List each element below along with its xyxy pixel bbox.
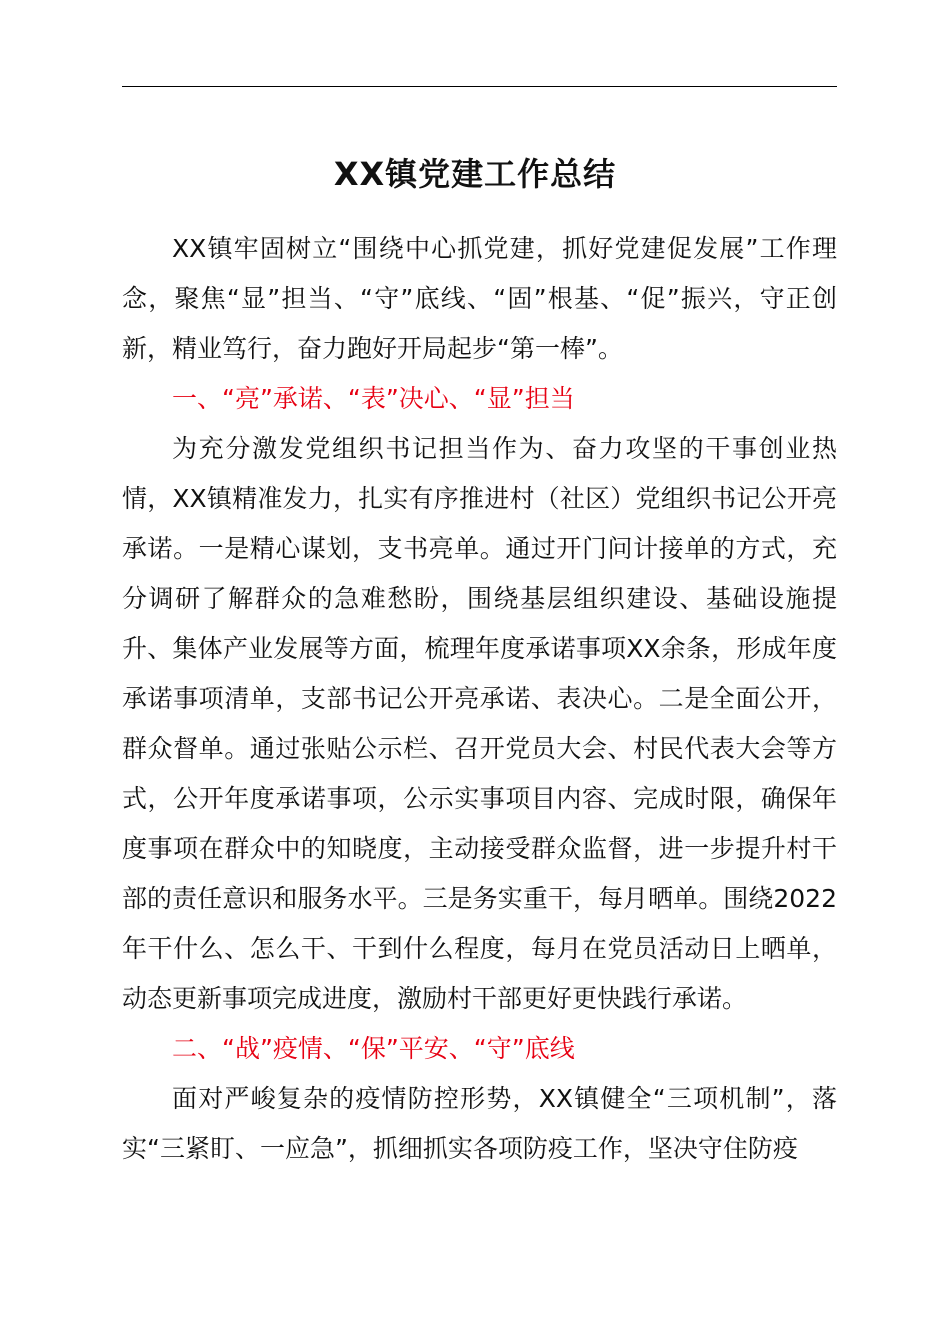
section-2-paragraph: 面对严峻复杂的疫情防控形势，XX镇健全“三项机制”，落实“三紧盯、一应急”，抓细抓实各项防疫工作，坚决守住防疫 bbox=[122, 1084, 837, 1163]
section-2-heading: 二、“战”疫情、“保”平安、“守”底线 bbox=[172, 1034, 575, 1063]
intro-paragraph: XX镇牢固树立“围绕中心抓党建，抓好党建促发展”工作理念，聚焦“显”担当、“守”底线、“固”根基、“促”振兴，守正创新，精业笃行，奋力跑好开局起步“第一棒”。 bbox=[122, 234, 837, 363]
section-1-heading: 一、“亮”承诺、“表”决心、“显”担当 bbox=[172, 384, 575, 413]
document-body bbox=[122, 224, 837, 1174]
document-title: XX镇党建工作总结 bbox=[333, 155, 617, 193]
header-divider bbox=[122, 86, 837, 87]
section-1-paragraph: 为充分激发党组织书记担当作为、奋力攻坚的干事创业热情，XX镇精准发力，扎实有序推进村（社区）党组织书记公开亮承诺。一是精心谋划，支书亮单。通过开门问计接单的方式，充分调研了解群众的急难愁盼，围绕基层组织建设、基础设施提升、集体产业发展等方面，梳理年度承诺事项XX余条，形成年度承诺事项清单，支部书记公开亮承诺、表决心。二是全面公开，群众督单。通过张贴公示栏、召开党员大会、村民代表大会等方式，公开年度承诺事项，公示实事项目内容、完成时限，确保年度事项在群众中的知晓度，主动接受群众监督，进一步提升村干部的责任意识和服务水平。三是务实重干，每月晒单。围绕2022年干什么、怎么干、干到什么程度，每月在党员活动日上晒单，动态更新事项完成进度，激励村干部更好更快践行承诺。 bbox=[122, 434, 837, 1013]
